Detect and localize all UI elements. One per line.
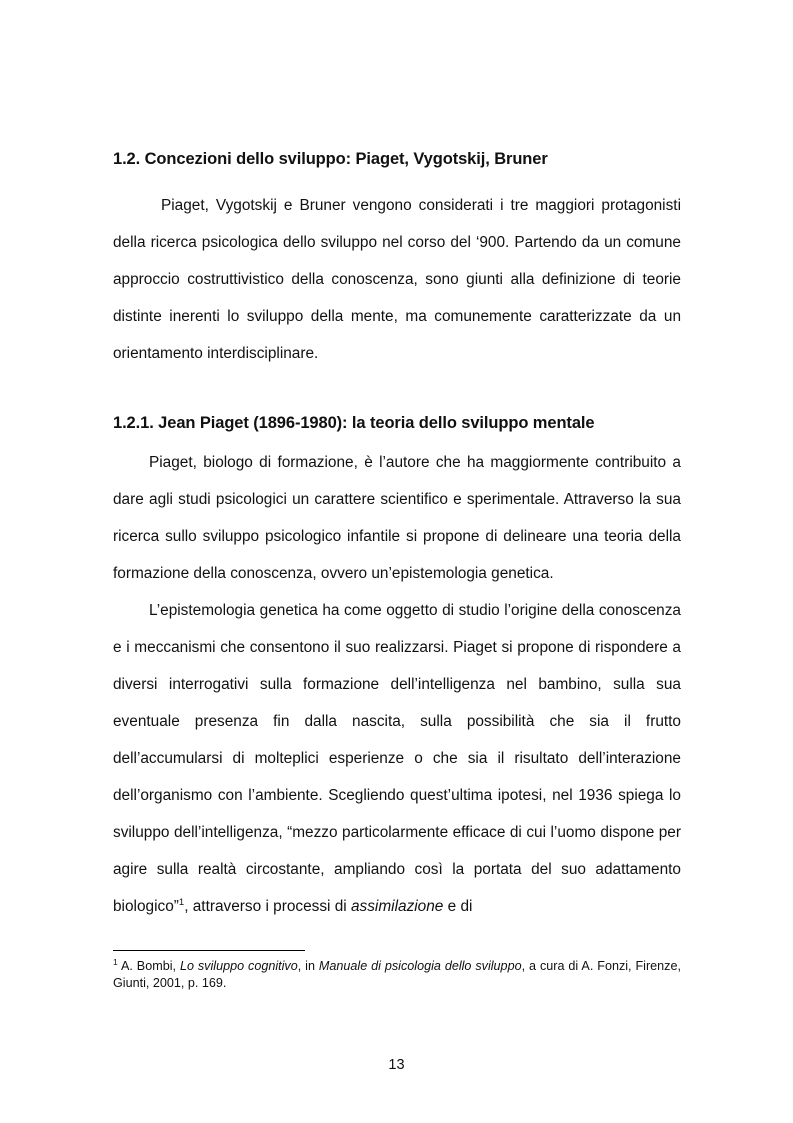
- paragraph-text: L’epistemologia genetica ha come oggetto di studio l’origine della conoscenza e i meccanismi che consentono il suo realizzarsi. Piaget si propone di rispondere a diversi interrogativi sulla formazione dell’intelligenza nel bambino, sulla sua eventuale presenza fin dalla nascita, sulla possibilità che sia il frutto dell’accumularsi di molteplici esperienze o che sia il risultato dell’interazione dell’organismo con l’ambiente. Scegliendo quest’ultima ipotesi, nel 1936 spiega lo sviluppo dell’intelligenza, “mezzo particolarmente efficace di cui l’uomo dispone per agire sulla realtà circostante, ampliando così la portata del suo adattamento biologico”: [113, 602, 681, 915]
- footnote-divider: [113, 950, 305, 951]
- paragraph-text-continued: , attraverso i processi di: [184, 898, 351, 915]
- footnote-rest: , a cura di A. Fonzi, Firenze, Giunti, 2001, p. 169.: [113, 959, 681, 990]
- piaget-paragraph-1: Piaget, biologo di formazione, è l’autore che ha maggiormente contribuito a dare agli studi psicologici un carattere scientifico e sperimentale. Attraverso la sua ricerca sullo sviluppo psicologico infantile si propone di delineare una teoria della formazione della conoscenza, ovvero un’epistemologia genetica.: [113, 454, 681, 582]
- page-number: 13: [388, 1057, 405, 1073]
- paragraph-text-end: e di: [443, 898, 473, 915]
- footnote-title: Lo sviluppo cognitivo: [179, 959, 298, 973]
- emphasized-term: assimilazione: [350, 898, 444, 915]
- section-heading: 1.2. Concezioni dello sviluppo: Piaget, Vygotskij, Bruner: [113, 150, 548, 168]
- footnote-number: 1: [113, 956, 118, 967]
- footnote-reference[interactable]: 1: [178, 896, 185, 908]
- footnote-in: , in: [297, 959, 319, 973]
- footnote: [113, 958, 681, 992]
- subsection-heading: 1.2.1. Jean Piaget (1896-1980): la teoria dello sviluppo mentale: [113, 414, 595, 432]
- footnote-book-title: Manuale di psicologia dello sviluppo: [318, 959, 522, 973]
- section-intro-paragraph: Piaget, Vygotskij e Bruner vengono considerati i tre maggiori protagonisti della ricerca psicologica dello sviluppo nel corso del ‘900. Partendo da un comune approccio costruttivistico della conoscenza, sono giunti alla definizione di teorie distinte inerenti lo sviluppo della mente, ma comunemente caratterizzate da un orientamento interdisciplinare.: [113, 197, 681, 362]
- footnote-author: A. Bombi,: [117, 959, 180, 973]
- page-body: [113, 144, 681, 925]
- piaget-paragraph-2: [113, 592, 681, 925]
